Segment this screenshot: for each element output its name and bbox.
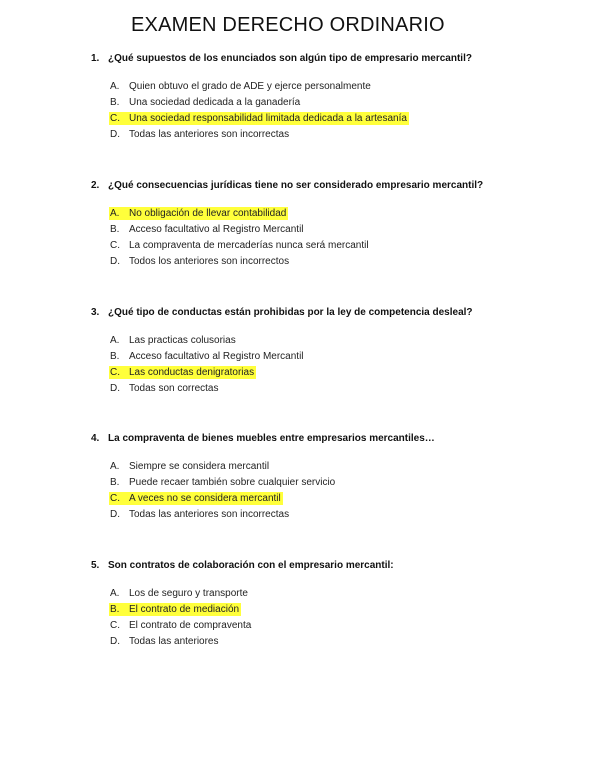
option-item [109,586,253,602]
option-letter: B. [110,604,120,615]
option-item [109,333,306,349]
option-text: Todas las anteriores [129,636,219,647]
option-letter: A. [110,208,120,219]
option-text: Las practicas colusorias [129,335,236,346]
option-text: Acceso facultativo al Registro Mercantil [129,224,304,235]
answer-content [109,334,238,347]
answer-content [109,255,291,268]
option-letter: D. [110,256,120,267]
option-list [109,333,306,397]
answer-content [109,587,250,600]
option-letter: C. [110,620,120,631]
option-letter: A. [110,588,120,599]
option-item [109,79,409,95]
option-letter: C. [110,113,120,124]
question-header [91,432,591,445]
question-number: 3. [91,307,100,318]
option-item [109,475,337,491]
question-4 [91,432,591,520]
option-letter: B. [110,97,120,108]
option-text: Una sociedad dedicada a la ganadería [129,97,301,108]
option-item [109,111,409,127]
option-item [109,491,337,507]
option-text: Los de seguro y transporte [129,588,248,599]
question-text: ¿Qué consecuencias jurídicas tiene no ser considerado empresario mercantil? [108,180,484,191]
question-number: 4. [91,433,100,444]
option-letter: A. [110,335,120,346]
answer-content [109,239,371,252]
option-item [109,95,409,111]
question-text: Son contratos de colaboración con el empresario mercantil: [108,560,394,571]
option-item [109,381,306,397]
answer-content [109,96,302,109]
option-letter: B. [110,351,120,362]
option-item [109,602,253,618]
option-text: Siempre se considera mercantil [129,461,270,472]
option-list [109,586,253,650]
option-text: Puede recaer también sobre cualquier servicio [129,477,336,488]
option-letter: B. [110,224,120,235]
answer-content [109,223,306,236]
option-text: El contrato de compraventa [129,620,252,631]
option-text: El contrato de mediación [129,604,240,615]
option-letter: D. [110,636,120,647]
option-text: A veces no se considera mercantil [129,493,281,504]
option-text: No obligación de llevar contabilidad [129,208,287,219]
option-item [109,349,306,365]
option-item [109,634,253,650]
option-text: Todos los anteriores son incorrectos [129,256,290,267]
option-letter: D. [110,509,120,520]
option-text: Quien obtuvo el grado de ADE y ejerce personalmente [129,81,371,92]
question-header [91,179,591,192]
option-text: La compraventa de mercaderías nunca será mercantil [129,240,369,251]
option-text: Las conductas denigratorias [129,367,255,378]
option-text: Todas las anteriores son incorrectas [129,509,290,520]
option-letter: A. [110,81,120,92]
answer-content [109,350,306,363]
question-2 [91,179,591,267]
answer-content [109,382,221,395]
option-text: Todas son correctas [129,383,219,394]
option-item [109,365,306,381]
question-1 [91,52,591,140]
highlighted-answer [109,492,283,505]
option-letter: C. [110,493,120,504]
question-3 [91,306,591,394]
answer-content [109,460,271,473]
question-number: 2. [91,180,100,191]
option-letter: B. [110,477,120,488]
answer-content [109,128,291,141]
option-text: Acceso facultativo al Registro Mercantil [129,351,304,362]
question-text: La compraventa de bienes muebles entre empresarios mercantiles… [108,433,435,444]
option-item [109,222,371,238]
question-number: 5. [91,560,100,571]
option-letter: A. [110,461,120,472]
answer-content [109,619,253,632]
question-header [91,559,591,572]
answer-content [109,635,221,648]
option-item [109,127,409,143]
highlighted-answer [109,112,409,125]
question-text: ¿Qué tipo de conductas están prohibidas por la ley de competencia desleal? [108,307,473,318]
highlighted-answer [109,603,241,616]
option-item [109,618,253,634]
option-letter: D. [110,129,120,140]
highlighted-answer [109,207,288,220]
question-header [91,52,591,65]
answer-content [109,508,291,521]
question-text: ¿Qué supuestos de los enunciados son algún tipo de empresario mercantil? [108,53,472,64]
question-number: 1. [91,53,100,64]
page-title: EXAMEN DERECHO ORDINARIO [131,14,445,36]
option-list [109,459,337,523]
option-item [109,206,371,222]
option-letter: D. [110,383,120,394]
option-item [109,459,337,475]
question-5 [91,559,591,647]
option-text: Todas las anteriores son incorrectas [129,129,290,140]
option-item [109,254,371,270]
question-header [91,306,591,319]
answer-content [109,80,373,93]
option-text: Una sociedad responsabilidad limitada dedicada a la artesanía [129,113,407,124]
option-list [109,79,409,143]
option-item [109,507,337,523]
option-letter: C. [110,240,120,251]
option-list [109,206,371,270]
highlighted-answer [109,366,256,379]
option-item [109,238,371,254]
answer-content [109,476,337,489]
option-letter: C. [110,367,120,378]
